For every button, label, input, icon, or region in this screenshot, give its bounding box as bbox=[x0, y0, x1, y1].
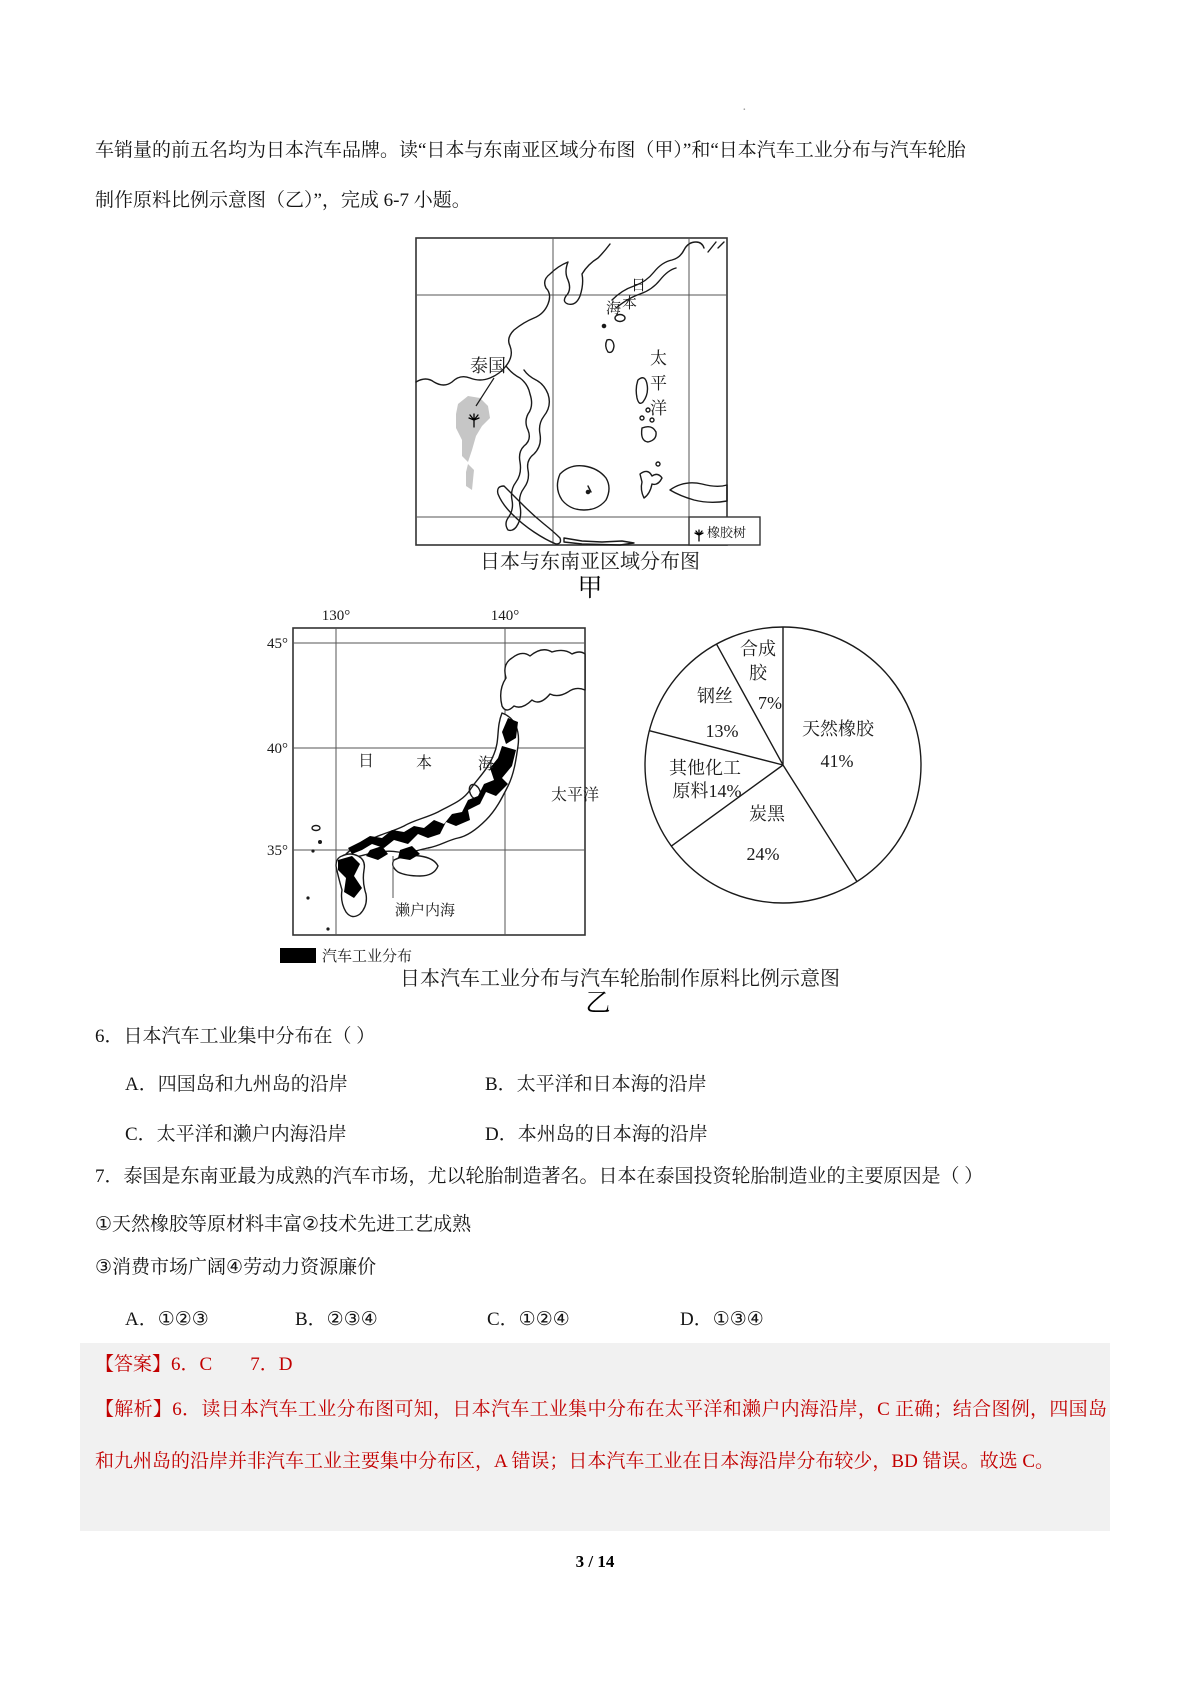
figure-jia-tag: 甲 bbox=[577, 575, 603, 602]
svg-text:35°: 35° bbox=[267, 843, 288, 859]
svg-text:45°: 45° bbox=[267, 636, 288, 652]
svg-text:天然橡胶: 天然橡胶 bbox=[802, 719, 874, 739]
intro-line-1: 车销量的前五名均为日本汽车品牌。读“日本与东南亚区域分布图（甲）”和“日本汽车工业分布与汽车轮胎 bbox=[95, 140, 966, 161]
scan-artifact-dot: · bbox=[742, 103, 747, 118]
map-jia-legend bbox=[689, 517, 760, 545]
svg-text:钢丝: 钢丝 bbox=[697, 686, 733, 706]
q6-option-b: B．太平洋和日本海的沿岸 bbox=[485, 1074, 707, 1095]
figure-jia-caption: 日本与东南亚区域分布图 bbox=[480, 551, 700, 573]
svg-text:130°: 130° bbox=[321, 608, 351, 624]
svg-text:其他化工: 其他化工 bbox=[669, 758, 741, 778]
svg-text:洋: 洋 bbox=[650, 399, 667, 418]
figure-yi-caption: 日本汽车工业分布与汽车轮胎制作原料比例示意图 bbox=[400, 968, 840, 990]
map-yi-japan-auto-industry bbox=[250, 598, 600, 970]
svg-text:日: 日 bbox=[358, 753, 375, 770]
sea-of-japan-label-yi bbox=[358, 753, 494, 773]
q7-option-d: D．①③④ bbox=[680, 1309, 764, 1330]
svg-text:合成: 合成 bbox=[740, 639, 776, 659]
thailand-label: 泰国 bbox=[470, 356, 506, 376]
svg-text:40°: 40° bbox=[267, 741, 288, 757]
industry-legend-swatch bbox=[280, 948, 316, 963]
q7-option-a: A．①②③ bbox=[125, 1309, 209, 1330]
map-jia-coastlines bbox=[416, 242, 727, 545]
q7-option-b: B．②③④ bbox=[295, 1309, 378, 1330]
sea-of-japan-label-jia bbox=[606, 277, 646, 317]
svg-text:本: 本 bbox=[416, 755, 433, 772]
industry-legend-label: 汽车工业分布 bbox=[322, 949, 413, 965]
svg-text:7%: 7% bbox=[758, 693, 782, 713]
svg-text:41%: 41% bbox=[820, 751, 854, 771]
pie-labels bbox=[669, 639, 875, 864]
svg-text:海: 海 bbox=[478, 756, 495, 773]
q7-subitems-3-4: ③消费市场广阔④劳动力资源廉价 bbox=[95, 1257, 377, 1278]
rubber-tree-legend-label: 橡胶树 bbox=[707, 525, 747, 540]
svg-text:原料14%: 原料14% bbox=[672, 781, 742, 801]
thailand-shaded-region bbox=[456, 396, 490, 490]
svg-text:日: 日 bbox=[631, 278, 647, 294]
svg-text:胶: 胶 bbox=[749, 663, 767, 683]
figure-yi-tag: 乙 bbox=[585, 990, 611, 1017]
answer-line bbox=[95, 1350, 292, 1380]
analysis-paragraph bbox=[95, 1384, 1107, 1488]
analysis-text: 6．读日本汽车工业分布图可知，日本汽车工业集中分布在太平洋和濑户内海沿岸，C 正确；结合图例，四国岛和九州岛的沿岸并非汽车工业主要集中分布区，A 错误；日本汽车工业在日本海沿岸分布较少，BD 错误。故选 C。 bbox=[95, 1399, 1107, 1472]
question-6-stem: 6．日本汽车工业集中分布在（ ） bbox=[95, 1026, 376, 1047]
svg-text:平: 平 bbox=[650, 374, 667, 393]
q6-option-c: C．太平洋和濑户内海沿岸 bbox=[125, 1124, 347, 1145]
map-jia-southeast-asia bbox=[412, 234, 767, 549]
analysis-label: 【解析】 bbox=[95, 1399, 173, 1420]
svg-text:太: 太 bbox=[650, 349, 667, 368]
svg-text:24%: 24% bbox=[746, 844, 780, 864]
svg-text:140°: 140° bbox=[490, 608, 520, 624]
thailand-leader-line bbox=[476, 378, 494, 406]
page-number: 3 / 14 bbox=[575, 1552, 615, 1571]
q7-subitems-1-2: ①天然橡胶等原材料丰富②技术先进工艺成熟 bbox=[95, 1214, 472, 1235]
intro-line-2: 制作原料比例示意图（乙）”，完成 6-7 小题。 bbox=[95, 190, 471, 211]
answer-label: 【答案】 bbox=[95, 1354, 172, 1375]
pacific-label-yi: 太平洋 bbox=[550, 787, 600, 804]
q6-option-a: A．四国岛和九州岛的沿岸 bbox=[125, 1074, 348, 1095]
pacific-label-jia bbox=[650, 349, 667, 418]
map-yi-legend bbox=[280, 948, 412, 965]
seto-inland-sea-label: 濑户内海 bbox=[394, 903, 456, 919]
q6-option-d: D．本州岛的日本海的沿岸 bbox=[485, 1124, 708, 1145]
svg-text:炭黑: 炭黑 bbox=[749, 804, 785, 824]
question-7-stem: 7．泰国是东南亚最为成熟的汽车市场，尤以轮胎制造著名。日本在泰国投资轮胎制造业的主要原因是（ ） bbox=[95, 1166, 984, 1187]
answer-text: 6．C 7．D bbox=[171, 1354, 293, 1375]
svg-text:13%: 13% bbox=[705, 721, 739, 741]
svg-text:海: 海 bbox=[606, 301, 622, 317]
svg-text:本: 本 bbox=[622, 296, 638, 312]
tire-material-pie-chart bbox=[625, 605, 945, 925]
map-jia-grid bbox=[416, 238, 727, 545]
q7-option-c: C．①②④ bbox=[487, 1309, 570, 1330]
